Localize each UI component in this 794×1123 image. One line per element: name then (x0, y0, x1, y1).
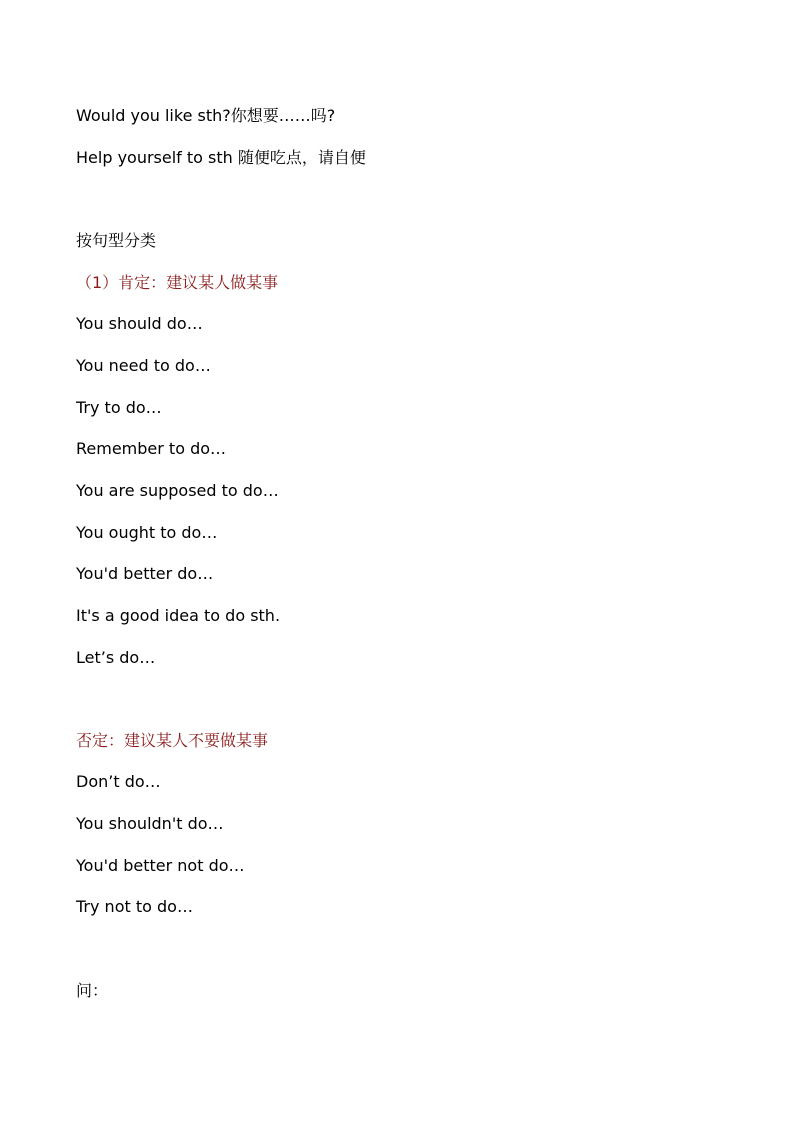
text-line-lets-do: Let’s do… (76, 648, 156, 667)
text-line-had-better: You'd better do… (76, 564, 214, 583)
text-line-shouldnt-do: You shouldn't do… (76, 814, 224, 833)
text-line-ought-to: You ought to do… (76, 523, 218, 542)
text-line-help-yourself: Help yourself to sth 随便吃点，请自便 (76, 148, 366, 167)
subheading-affirmative: （1）肯定：建议某人做某事 (76, 273, 279, 292)
section-heading-ask: 问： (76, 981, 109, 1000)
text-line-had-better-not: You'd better not do… (76, 856, 245, 875)
text-line-try-to: Try to do… (76, 398, 162, 417)
text-line-supposed-to: You are supposed to do… (76, 481, 279, 500)
text-line-you-need: You need to do… (76, 356, 211, 375)
subheading-negative: 否定：建议某人不要做某事 (76, 731, 269, 750)
text-line-good-idea: It's a good idea to do sth. (76, 606, 281, 625)
text-line-you-should: You should do… (76, 314, 203, 333)
section-heading-by-sentence-type: 按句型分类 (76, 231, 157, 250)
text-line-would-you-like: Would you like sth?你想要……吗? (76, 106, 336, 125)
text-line-remember-to: Remember to do… (76, 439, 227, 458)
text-line-dont-do: Don’t do… (76, 772, 161, 791)
text-line-try-not-to: Try not to do… (76, 897, 193, 916)
